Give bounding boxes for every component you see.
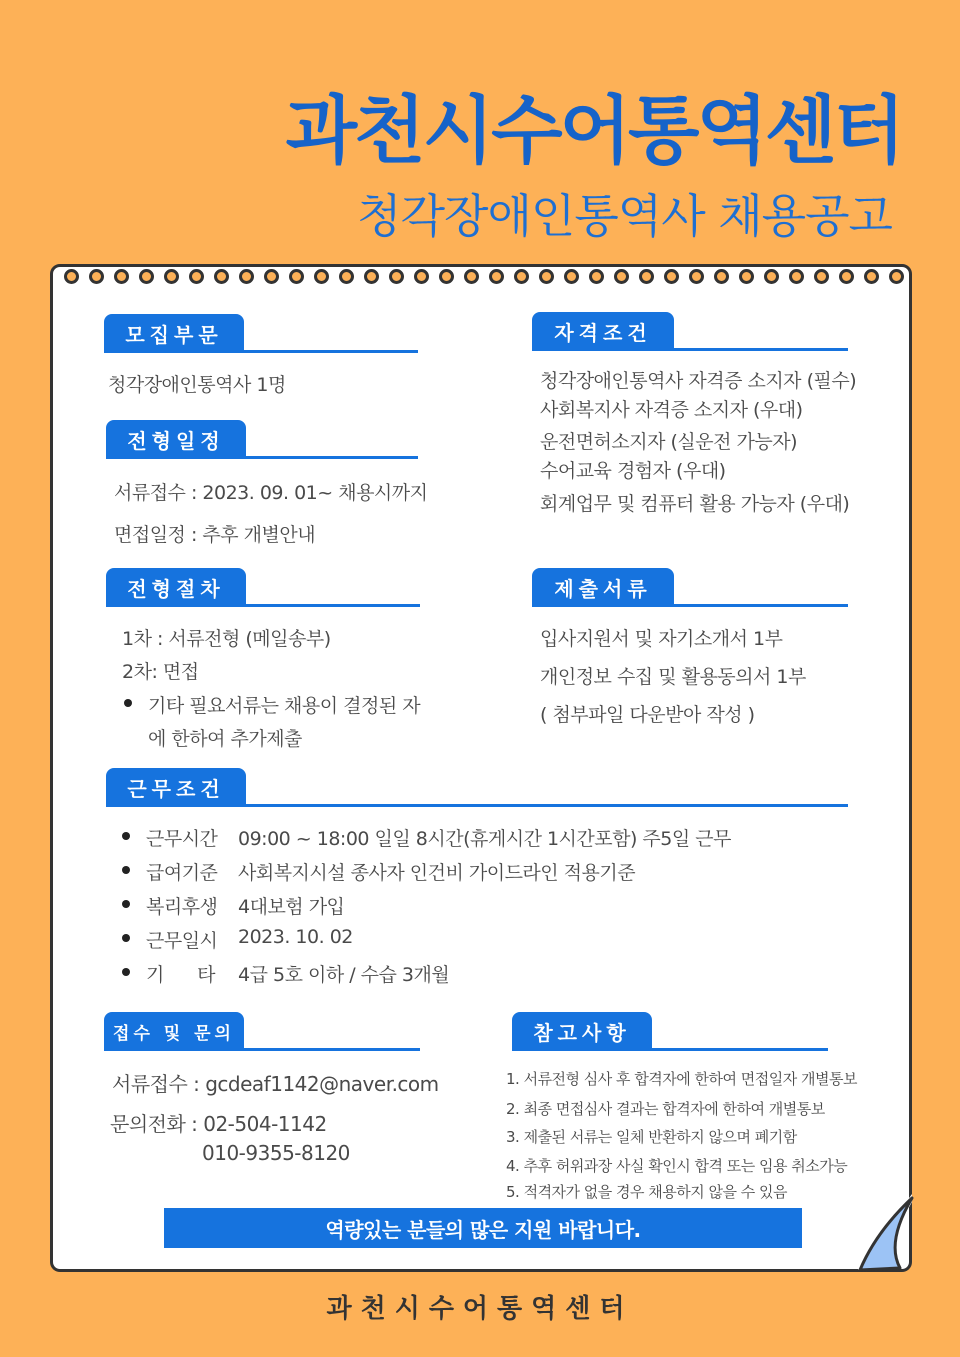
closing-banner: 역량있는 분들의 많은 지원 바랍니다. [164,1208,802,1248]
spiral-binding [64,266,904,286]
ring-icon [739,269,754,284]
section-title: 전형절차 [106,568,246,606]
procedure-note-cont: 에 한하여 추가제출 [148,728,302,750]
condition-value: 2023. 10. 02 [238,926,353,948]
ring-icon [439,269,454,284]
recruit-item: 청각장애인통역사 1명 [108,374,286,396]
schedule-item: 서류접수 : 2023. 09. 01~ 채용시까지 [114,482,428,504]
page-curl-icon [856,1192,914,1272]
ring-icon [214,269,229,284]
ring-icon [614,269,629,284]
document-item: 개인정보 수집 및 활용동의서 1부 [540,666,806,688]
note-item: 2. 최종 면접심사 결과는 합격자에 한하여 개별통보 [506,1100,825,1118]
page-title: 과천시수어통역센터 [285,88,902,174]
ring-icon [839,269,854,284]
ring-icon [464,269,479,284]
ring-icon [264,269,279,284]
ring-icon [639,269,654,284]
condition-value: 4대보험 가입 [238,896,345,918]
ring-icon [714,269,729,284]
ring-icon [239,269,254,284]
condition-value: 09:00 ~ 18:00 일일 8시간(휴게시간 1시간포함) 주5일 근무 [238,828,731,850]
schedule-item: 면접일정 : 추후 개별안내 [114,524,316,546]
condition-label: 급여기준 [146,858,217,885]
ring-icon [139,269,154,284]
ring-icon [189,269,204,284]
ring-icon [764,269,779,284]
condition-label: 근무일시 [146,926,217,953]
ring-icon [489,269,504,284]
ring-icon [114,269,129,284]
footer-org-name: 과천시수어통역센터 [326,1294,634,1324]
procedure-note: 기타 필요서류는 채용이 결정된 자 [148,691,420,718]
ring-icon [539,269,554,284]
ring-icon [89,269,104,284]
ring-icon [689,269,704,284]
ring-icon [814,269,829,284]
ring-icon [589,269,604,284]
condition-label: 기 타 [146,960,215,987]
ring-icon [164,269,179,284]
ring-icon [864,269,879,284]
procedure-item: 2차: 면접 [122,661,199,683]
divider [512,1048,828,1051]
note-item: 4. 추후 허위과장 사실 확인시 합격 또는 임용 취소가능 [506,1157,848,1175]
condition-value: 사회복지시설 종사자 인건비 가이드라인 적용기준 [238,862,636,884]
ring-icon [889,269,904,284]
ring-icon [664,269,679,284]
contact-phone-2: 010-9355-8120 [202,1141,350,1165]
divider [532,348,848,351]
ring-icon [364,269,379,284]
section-title: 근무조건 [106,768,246,806]
qualification-item: 회계업무 및 컴퓨터 활용 가능자 (우대) [540,493,850,515]
section-title: 자격조건 [532,312,674,350]
divider [104,350,418,353]
note-item: 1. 서류전형 심사 후 합격자에 한하여 면접일자 개별통보 [506,1070,857,1088]
ring-icon [289,269,304,284]
document-item: 입사지원서 및 자기소개서 1부 [540,628,783,650]
divider [104,1048,420,1051]
qualification-item: 운전면허소지자 (실운전 가능자) [540,431,798,453]
divider [106,456,418,459]
qualification-item: 청각장애인통역사 자격증 소지자 (필수) [540,370,857,392]
condition-label: 복리후생 [146,892,217,919]
page-subtitle: 청각장애인통역사 채용공고 [357,189,892,243]
document-item: ( 첨부파일 다운받아 작성 ) [540,704,755,726]
condition-value: 4급 5호 이하 / 수습 3개월 [238,964,450,986]
section-title: 접수 및 문의 [104,1012,244,1050]
contact-email: 서류접수 : gcdeaf1142@naver.com [112,1072,439,1096]
ring-icon [389,269,404,284]
ring-icon [64,269,79,284]
ring-icon [514,269,529,284]
contact-phone: 문의전화 : 02-504-1142 [110,1112,327,1136]
section-title: 전형일정 [106,420,246,458]
note-item: 3. 제출된 서류는 일체 반환하지 않으며 폐기함 [506,1128,797,1146]
qualification-item: 사회복지사 자격증 소지자 (우대) [540,399,803,421]
ring-icon [314,269,329,284]
ring-icon [339,269,354,284]
section-title: 모집부문 [104,314,244,352]
divider [106,604,420,607]
note-item: 5. 적격자가 없을 경우 채용하지 않을 수 있음 [506,1183,788,1201]
ring-icon [564,269,579,284]
ring-icon [414,269,429,284]
qualification-item: 수어교육 경험자 (우대) [540,460,726,482]
section-title: 참고사항 [512,1012,652,1050]
section-title: 제출서류 [532,568,674,606]
condition-label: 근무시간 [146,824,217,851]
divider [532,604,848,607]
ring-icon [789,269,804,284]
divider [106,804,848,807]
procedure-item: 1차 : 서류전형 (메일송부) [122,628,331,650]
